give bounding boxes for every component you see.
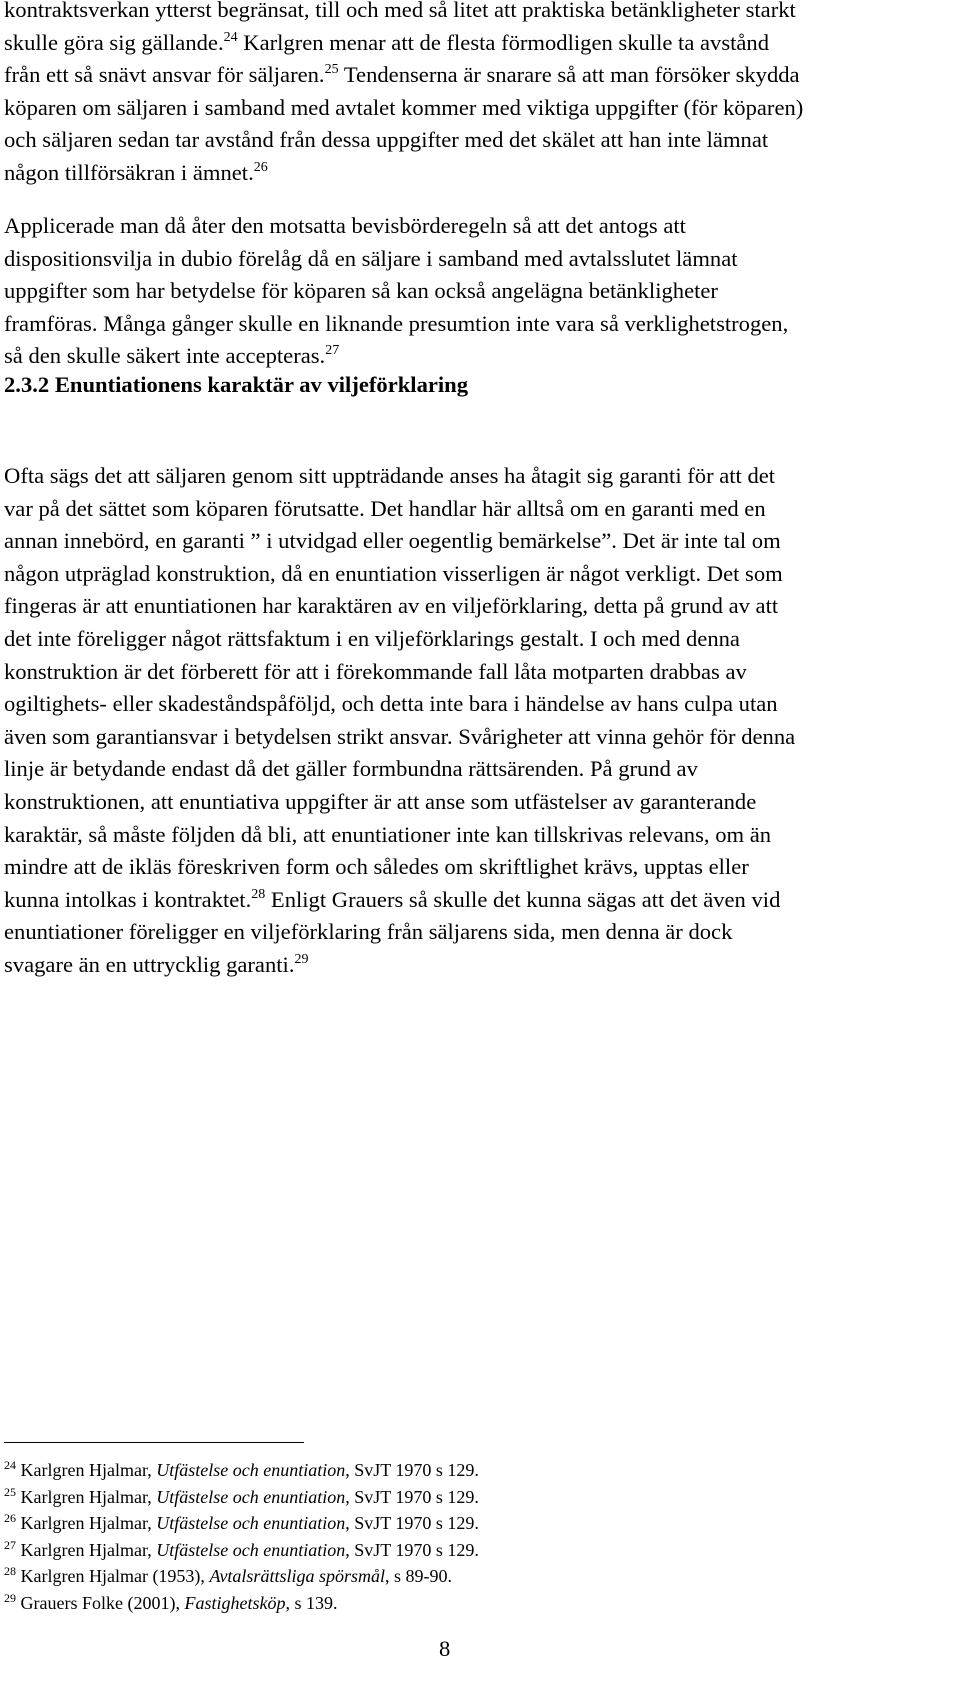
text-line: enuntiationer föreligger en viljeförklaring från säljarens sida, men denna är dock bbox=[4, 919, 733, 945]
footnote-title: Utfästelse och enuntiation bbox=[156, 1460, 346, 1480]
footnote-author: Karlgren Hjalmar, bbox=[20, 1539, 157, 1560]
text-segment: någon tillförsäkran i ämnet. bbox=[4, 159, 254, 185]
text-segment: Karlgren menar att de flesta förmodligen skulle ta avstånd bbox=[243, 29, 770, 55]
footnote-ref-26[interactable]: 26 bbox=[253, 159, 268, 175]
text-line bbox=[4, 949, 959, 982]
paragraph-1 bbox=[4, 0, 959, 190]
text-line: även som garantiansvar i betydelsen strikt ansvar. Svårigheter att vinna gehör för denna bbox=[4, 723, 796, 749]
footnote-author: Karlgren Hjalmar, bbox=[20, 1460, 157, 1480]
text-segment: kunna intolkas i kontraktet. bbox=[4, 886, 252, 912]
text-segment: skulle göra sig gällande. bbox=[4, 29, 224, 55]
section-heading: 2.3.2 Enuntiationens karaktär av viljeförklaring bbox=[4, 372, 469, 397]
text-line: karaktär, så måste följden då bli, att enuntiationer inte kan tillskrivas relevans, om än bbox=[4, 821, 772, 847]
footnote-ref-27[interactable]: 27 bbox=[325, 343, 340, 359]
footnote-item bbox=[4, 1563, 959, 1590]
text-line: och säljaren sedan tar avstånd från dessa uppgifter med det skälet att han inte lämnat bbox=[4, 127, 769, 153]
footnote-source: , SvJT 1970 s 129. bbox=[345, 1539, 479, 1560]
page-number: 8 bbox=[439, 1636, 451, 1661]
footnote-author: Karlgren Hjalmar (1953), bbox=[20, 1566, 210, 1587]
footnote-source: , s 89-90. bbox=[384, 1566, 452, 1587]
footnote-item bbox=[4, 1590, 959, 1617]
footnote-number: 26 bbox=[4, 1511, 16, 1526]
text-segment: svagare än en uttrycklig garanti. bbox=[4, 951, 295, 977]
footnote-author: Karlgren Hjalmar, bbox=[20, 1513, 157, 1534]
footnote-ref-25[interactable]: 25 bbox=[324, 62, 339, 78]
text-segment: Tendenserna är snarare så att man försöker skydda bbox=[343, 62, 800, 88]
text-line: kontraktsverkan ytterst begränsat, till och med så litet att praktiska betänkligheter starkt bbox=[4, 0, 796, 22]
footnote-ref-24[interactable]: 24 bbox=[223, 29, 238, 45]
text-line: konstruktionen, att enuntiativa uppgifter är att anse som utfästelser av garanterande bbox=[4, 788, 757, 814]
text-segment: så den skulle säkert inte accepteras. bbox=[4, 343, 326, 369]
text-line: det inte föreligger något rättsfaktum i en viljeförklarings gestalt. I och med denna bbox=[4, 625, 740, 651]
text-line: någon utpräglad konstruktion, då en enuntiation visserligen är något verkligt. Det som bbox=[4, 560, 783, 586]
text-line: framföras. Många gånger skulle en liknande presumtion inte vara så verklighetstrogen, bbox=[4, 310, 789, 336]
footnote-title: Utfästelse och enuntiation bbox=[156, 1513, 346, 1534]
footnote-number: 27 bbox=[4, 1537, 16, 1552]
text-line: linje är betydande endast då det gäller formbundna rättsärenden. På grund av bbox=[4, 756, 698, 782]
footnote-number: 24 bbox=[4, 1458, 16, 1472]
text-segment: Enligt Grauers så skulle det kunna sägas att det även vid bbox=[270, 886, 781, 912]
footnote-title: Avtalsrättsliga spörsmål bbox=[209, 1566, 385, 1587]
text-line bbox=[4, 884, 959, 917]
footnote-source: , SvJT 1970 s 129. bbox=[345, 1460, 479, 1480]
text-line: konstruktion är det förberett för att i förekommande fall låta motparten drabbas av bbox=[4, 658, 747, 684]
footnote-source: , SvJT 1970 s 129. bbox=[345, 1513, 479, 1534]
footnote-source: , s 139. bbox=[285, 1592, 338, 1613]
text-line: var på det sättet som köparen förutsatte. Det handlar här alltså om en garanti med en bbox=[4, 495, 766, 521]
footnote-ref-29[interactable]: 29 bbox=[294, 951, 309, 967]
text-line: annan innebörd, en garanti ” i utvidgad eller oegentlig bemärkelse”. Det är inte tal om bbox=[4, 528, 781, 554]
footnote-title: Fastighetsköp bbox=[184, 1592, 286, 1613]
paragraph-3 bbox=[4, 460, 959, 982]
text-line bbox=[4, 157, 959, 190]
text-segment: från ett så snävt ansvar för säljaren. bbox=[4, 62, 325, 88]
text-line: dispositionsvilja in dubio förelåg då en säljare i samband med avtalsslutet lämnat bbox=[4, 245, 738, 271]
text-line: Applicerade man då åter den motsatta bevisbörderegeln så att det antogs att bbox=[4, 213, 686, 238]
footnote-author: Karlgren Hjalmar, bbox=[20, 1486, 157, 1507]
text-line: fingeras är att enuntiationen har karaktären av en viljeförklaring, detta på grund av att bbox=[4, 593, 779, 619]
footnote-title: Utfästelse och enuntiation bbox=[156, 1539, 346, 1560]
text-line bbox=[4, 59, 959, 92]
footnote-number: 25 bbox=[4, 1484, 16, 1499]
footnote-item bbox=[4, 1484, 959, 1511]
footnote-item bbox=[4, 1510, 959, 1537]
footnote-number: 29 bbox=[4, 1590, 16, 1605]
footnote-item bbox=[4, 1457, 959, 1484]
footnote-separator bbox=[4, 1442, 304, 1443]
text-line bbox=[4, 27, 959, 60]
text-line: köparen om säljaren i samband med avtalet kommer med viktiga uppgifter (för köparen) bbox=[4, 94, 804, 120]
footnote-list bbox=[4, 1457, 959, 1617]
text-line: mindre att de ikläs föreskriven form och således om skriftlighet krävs, upptas eller bbox=[4, 854, 749, 880]
footnote-title: Utfästelse och enuntiation bbox=[156, 1486, 346, 1507]
footnote-ref-28[interactable]: 28 bbox=[251, 886, 266, 902]
footnote-source: , SvJT 1970 s 129. bbox=[345, 1486, 479, 1507]
paragraph-2 bbox=[4, 210, 959, 373]
text-line: Ofta sägs det att säljaren genom sitt uppträdande anses ha åtagit sig garanti för att det bbox=[4, 463, 776, 488]
footnote-author: Grauers Folke (2001), bbox=[20, 1592, 185, 1613]
footnote-item bbox=[4, 1537, 959, 1564]
text-line: ogiltighets- eller skadeståndspåföljd, och detta inte bara i händelse av hans culpa utan bbox=[4, 691, 778, 717]
text-line: uppgifter som har betydelse för köparen så kan också angelägna betänkligheter bbox=[4, 278, 718, 304]
footnote-number: 28 bbox=[4, 1564, 16, 1579]
